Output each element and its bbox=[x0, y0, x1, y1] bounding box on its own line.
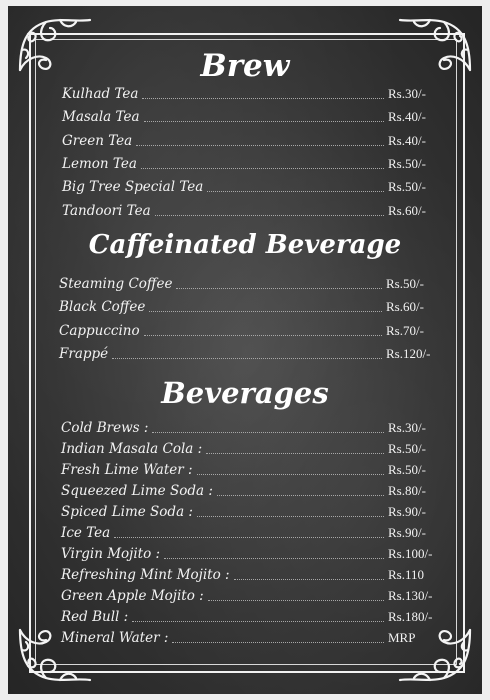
dotted-leader bbox=[197, 516, 384, 517]
menu-item-price: Rs.40/- bbox=[388, 132, 426, 148]
menu-item-price: MRP bbox=[388, 630, 416, 645]
menu-item-row bbox=[61, 628, 448, 648]
menu-item-row bbox=[62, 107, 448, 127]
menu-item-name: Steaming Coffee bbox=[59, 276, 173, 292]
menu-item-row bbox=[62, 131, 448, 151]
menu-item-row bbox=[61, 481, 448, 501]
menu-item-price: Rs.50/- bbox=[386, 276, 424, 291]
menu-item-row bbox=[59, 297, 446, 317]
menu-item-row bbox=[61, 418, 448, 438]
dotted-leader bbox=[197, 474, 384, 475]
menu-item-name: Green Tea bbox=[62, 132, 133, 149]
dotted-leader bbox=[149, 311, 382, 312]
dotted-leader bbox=[217, 495, 384, 496]
section-title-beverages: Beverages bbox=[161, 376, 329, 410]
section-title-caffeinated: Caffeinated Beverage bbox=[88, 230, 402, 260]
menu-item-row bbox=[61, 502, 448, 522]
menu-item-price: Rs.90/- bbox=[388, 504, 426, 519]
menu-item-row bbox=[59, 321, 446, 341]
menu-item-row bbox=[61, 439, 448, 459]
menu-item-row bbox=[62, 154, 448, 174]
section-title-brew: Brew bbox=[200, 48, 290, 84]
dotted-leader bbox=[208, 600, 384, 601]
menu-item-row bbox=[62, 84, 448, 104]
menu-item-price: Rs.50/- bbox=[388, 441, 426, 456]
menu-item-row bbox=[59, 274, 446, 294]
menu-item-name: Cold Brews : bbox=[61, 420, 149, 436]
dotted-leader bbox=[112, 358, 382, 359]
menu-item-name: Kulhad Tea bbox=[62, 86, 139, 102]
menu-item-name: Cappuccino bbox=[59, 322, 140, 339]
menu-item-name: Big Tree Special Tea bbox=[62, 179, 204, 196]
dotted-leader bbox=[144, 121, 384, 122]
menu-item-name: Ice Tea bbox=[61, 525, 111, 541]
menu-item-row bbox=[61, 523, 448, 543]
dotted-leader bbox=[206, 453, 384, 454]
menu-item-name: Masala Tea bbox=[62, 109, 140, 126]
menu-item-name: Squeezed Lime Soda : bbox=[61, 483, 213, 499]
dotted-leader bbox=[155, 215, 384, 216]
dotted-leader bbox=[164, 558, 384, 559]
menu-item-name: Spiced Lime Soda : bbox=[61, 504, 193, 520]
dotted-leader bbox=[132, 621, 384, 622]
menu-item-name: Mineral Water : bbox=[61, 630, 169, 646]
menu-item-price: Rs.80/- bbox=[388, 483, 426, 498]
menu-item-name: Indian Masala Cola : bbox=[61, 441, 203, 457]
menu-item-name: Tandoori Tea bbox=[62, 202, 151, 219]
menu-item-price: Rs.120/- bbox=[386, 345, 431, 361]
dotted-leader bbox=[136, 145, 384, 146]
menu-item-row bbox=[61, 460, 448, 480]
menu-item-name: Fresh Lime Water : bbox=[61, 462, 193, 478]
menu-item-row bbox=[61, 544, 448, 564]
dotted-leader bbox=[234, 579, 384, 580]
menu-item-price: Rs.180/- bbox=[388, 609, 433, 624]
dotted-leader bbox=[114, 537, 384, 538]
dotted-leader bbox=[172, 642, 384, 643]
menu-item-name: Green Apple Mojito : bbox=[61, 588, 204, 604]
menu-item-name: Black Coffee bbox=[59, 299, 146, 316]
dotted-leader bbox=[207, 191, 384, 192]
menu-board bbox=[8, 6, 482, 694]
dotted-leader bbox=[176, 288, 382, 289]
menu-item-name: Frappé bbox=[59, 345, 109, 362]
menu-item-price: Rs.70/- bbox=[386, 322, 424, 338]
menu-item-name: Refreshing Mint Mojito : bbox=[61, 567, 230, 583]
menu-item-name: Virgin Mojito : bbox=[61, 546, 161, 562]
menu-item-price: Rs.90/- bbox=[388, 525, 426, 540]
menu-item-price: Rs.40/- bbox=[388, 109, 426, 125]
menu-item-row bbox=[62, 201, 448, 221]
dotted-leader bbox=[142, 98, 384, 99]
menu-item-row bbox=[59, 344, 446, 364]
menu-item-price: Rs.60/- bbox=[386, 299, 424, 315]
dotted-leader bbox=[144, 335, 382, 336]
menu-item-price: Rs.60/- bbox=[388, 202, 426, 218]
menu-item-name: Red Bull : bbox=[61, 609, 129, 625]
menu-item-row bbox=[62, 177, 448, 197]
menu-item-price: Rs.50/- bbox=[388, 462, 426, 477]
menu-item-price: Rs.50/- bbox=[388, 155, 426, 171]
dotted-leader bbox=[152, 432, 384, 433]
menu-item-price: Rs.110 bbox=[388, 567, 424, 582]
menu-item-name: Lemon Tea bbox=[62, 155, 137, 172]
menu-item-price: Rs.130/- bbox=[388, 588, 433, 603]
menu-item-row bbox=[61, 586, 448, 606]
menu-item-price: Rs.30/- bbox=[388, 420, 426, 435]
menu-item-row bbox=[61, 565, 448, 585]
dotted-leader bbox=[141, 168, 384, 169]
menu-item-price: Rs.50/- bbox=[388, 179, 426, 195]
menu-item-price: Rs.30/- bbox=[388, 86, 426, 101]
menu-item-price: Rs.100/- bbox=[388, 546, 433, 561]
menu-item-row bbox=[61, 607, 448, 627]
